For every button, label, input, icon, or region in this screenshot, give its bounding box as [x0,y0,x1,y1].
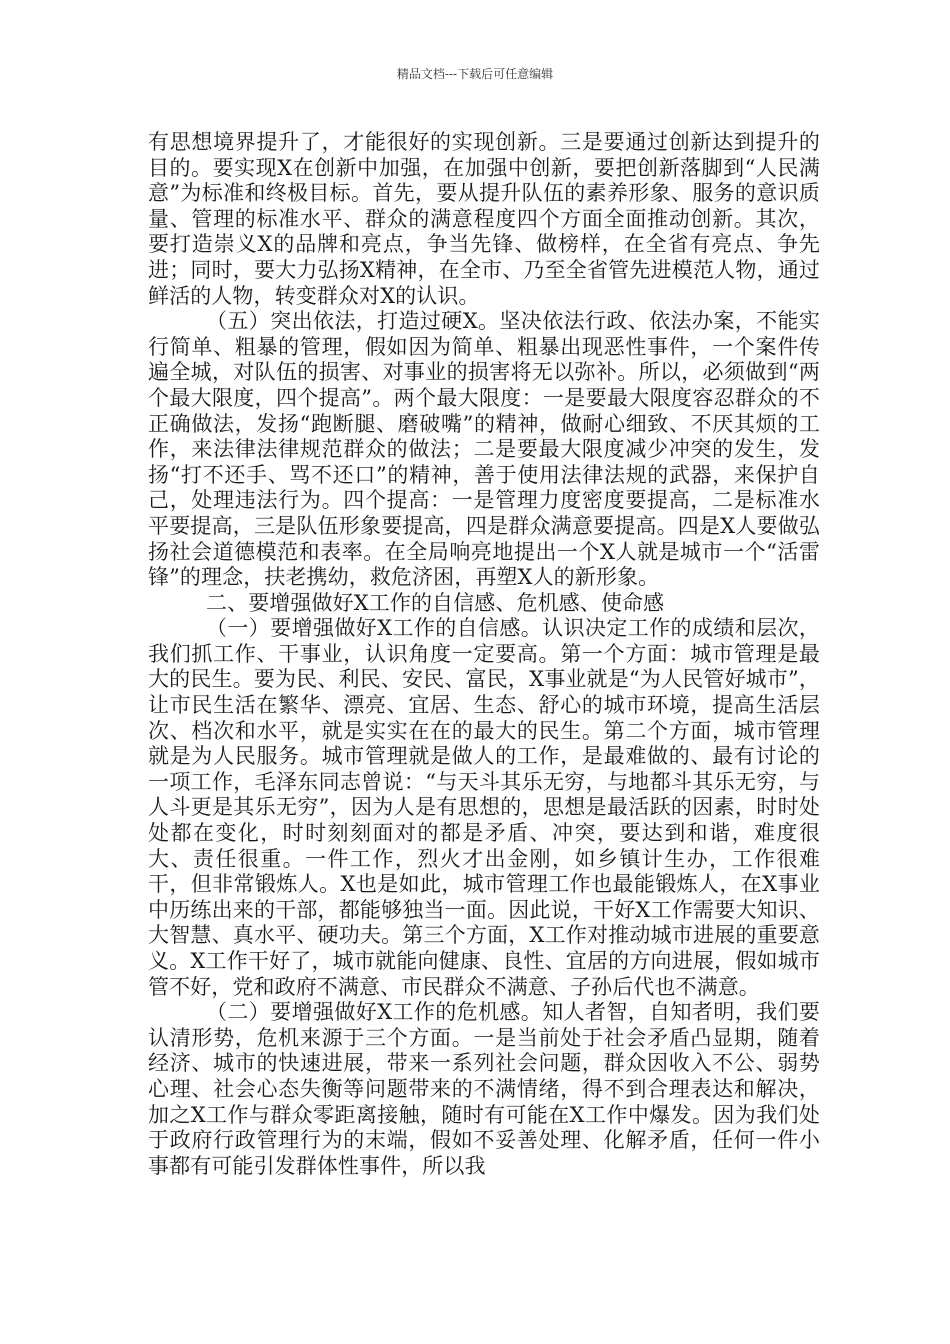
paragraph-innovation: 有思想境界提升了，才能很好的实现创新。三是要通过创新达到提升的目的。要实现X在创新中加强，在加强中创新，要把创新落脚到“人民满意”为标准和终极目标。首先，要从提升队伍的素养形象、服务的意识质量、管理的标准水平、群众的满意程度四个方面全面推动创新。其次，要打造崇义X的品牌和亮点，争当先锋、做榜样，在全省有亮点、争先进；同时，要大力弘扬X精神，在全市、乃至全省管先进模范人物，通过鲜活的人物，转变群众对X的认识。 [148,130,820,308]
paragraph-rule-of-law: （五）突出依法，打造过硬X。坚决依法行政、依法办案，不能实行简单、粗暴的管理，假如因为简单、粗暴出现恶性事件，一个案件传遍全城，对队伍的损害、对事业的损害将无以弥补。所以，必须做到“两个最大限度，四个提高”。两个最大限度：一是要最大限度容忍群众的不正确做法，发扬“跑断腿、磨破嘴”的精神，做耐心细致、不厌其烦的工作，来法律法律规范群众的做法；二是要最大限度减少冲突的发生，发扬“打不还手、骂不还口”的精神，善于使用法律法规的武器，来保护自己，处理违法行为。四个提高：一是管理力度密度要提高，二是标准水平要提高，三是队伍形象要提高，四是群众满意要提高。四是X人要做弘扬社会道德模范和表率。在全局响亮地提出一个X人就是城市一个“活雷锋”的理念，扶老携幼，救危济困，再塑X人的新形象。 [148,309,820,590]
section-heading-two: 二、要增强做好X工作的自信感、危机感、使命感 [206,590,665,615]
document-body [148,130,820,1179]
page-header: 精品文档---下载后可任意编辑 [396,67,554,81]
paragraph-confidence: （一）要增强做好X工作的自信感。认识决定工作的成绩和层次，我们抓工作、干事业，认识角度一定要高。第一个方面：城市管理是最大的民生。要为民、利民、安民、富民，X事业就是“为人民管好城市”，让市民生活在繁华、漂亮、宜居、生态、舒心的城市环境，提高生活层次、档次和水平，就是实实在在的最大的民生。第二个方面，城市管理就是为人民服务。城市管理就是做人的工作，是最难做的、最有讨论的一项工作，毛泽东同志曾说：“与天斗其乐无穷，与地都斗其乐无穷，与人斗更是其乐无穷”，因为人是有思想的，思想是最活跃的因素，时时处处都在变化，时时刻刻面对的都是矛盾、冲突，要达到和谐，难度很大、责任很重。一件工作，烈火才出金刚，如乡镇计生办，工作很难干，但非常锻炼人。X也是如此，城市管理工作也最能锻炼人，在X事业中历练出来的干部，都能够独当一面。因此说，干好X工作需要大知识、大智慧、真水平、硬功夫。第三个方面，X工作对推动城市进展的重要意义。X工作干好了，城市就能向健康、良性、宜居的方向进展，假如城市管不好，党和政府不满意、市民群众不满意、子孙后代也不满意。 [148,616,820,999]
paragraph-crisis: （二）要增强做好X工作的危机感。知人者智，自知者明，我们要认清形势，危机来源于三个方面。一是当前处于社会矛盾凸显期，随着经济、城市的快速进展，带来一系列社会问题，群众因收入不公、弱势心理、社会心态失衡等问题带来的不满情绪，得不到合理表达和解决，加之X工作与群众零距离接触，随时有可能在X工作中爆发。因为我们处于政府行政管理行为的末端，假如不妥善处理、化解矛盾，任何一件小事都有可能引发群体性事件，所以我 [148,1000,820,1178]
